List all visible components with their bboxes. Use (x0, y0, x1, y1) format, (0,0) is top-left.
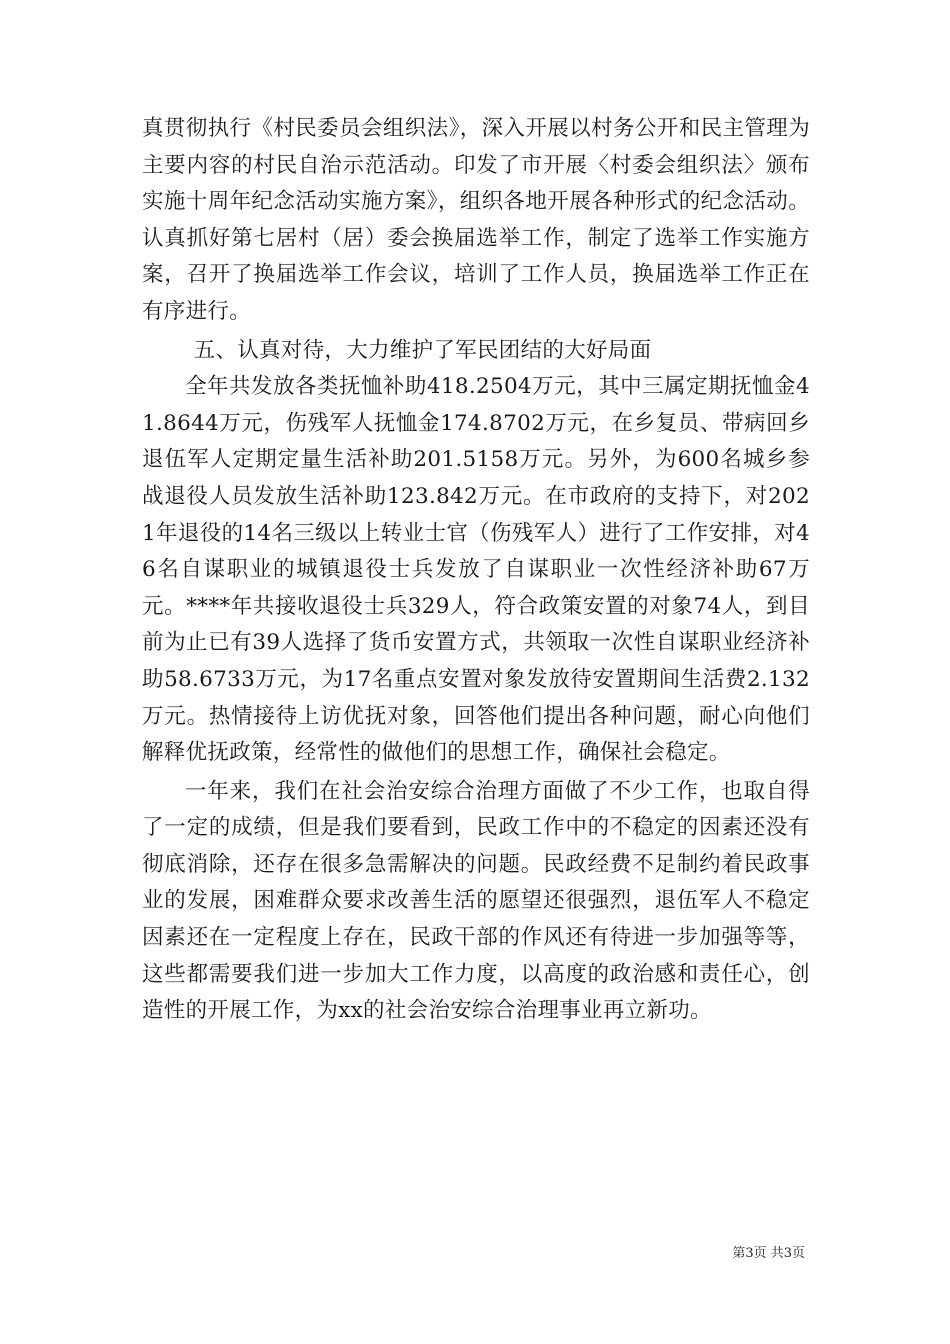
paragraph-conclusion: 一年来，我们在社会治安综合治理方面做了不少工作，也取自得了一定的成绩，但是我们要看到，民政工作中的不稳定的因素还没有彻底消除，还存在很多急需解决的问题。民政经费不足制约着民政事业的发展，困难群众要求改善生活的愿望还很强烈，退伍军人不稳定因素还在一定程度上存在，民政干部的作风还有待进一步加强等等，这些都需要我们进一步加大工作力度，以高度的政治感和责任心，创造性的开展工作，为xx的社会治安综合治理事业再立新功。 (142, 778, 810, 1024)
paragraph-military-support: 全年共发放各类抚恤补助418.2504万元，其中三属定期抚恤金41.8644万元，伤残军人抚恤金174.8702万元，在乡复员、带病回乡退伍军人定期定量生活补助201.5158万元。另外，为600名城乡参战退役人员发放生活补助123.842万元。在市政府的支持下，对2021年退役的14名三级以上转业士官（伤残军人）进行了工作安排，对46名自谋职业的城镇退役士兵发放了自谋职业一次性经济补助67万元。****年共接收退役士兵329人，符合政策安置的对象74人，到目前为止已有39人选择了货币安置方式，共领取一次性自谋职业经济补助58.6733万元，为17名重点安置对象发放待安置期间生活费2.132万元。热情接待上访优抚对象，回答他们提出各种问题，耐心向他们解释优抚政策，经常性的做他们的思想工作，确保社会稳定。 (142, 374, 810, 766)
paragraph-village-autonomy: 真贯彻执行《村民委员会组织法》，深入开展以村务公开和民主管理为主要内容的村民自治示范活动。印发了市开展〈村委会组织法〉颁布实施十周年纪念活动实施方案》，组织各地开展各种形式的纪念活动。认真抓好第七居村（居）委会换届选举工作，制定了选举工作实施方案，召开了换届选举工作会议，培训了工作人员，换届选举工作正在有序进行。 (142, 116, 810, 324)
page-number-footer: 第3页 共3页 (732, 1246, 805, 1261)
document-body (142, 111, 810, 1030)
section-heading-military-civilian-unity: 五、认真对待，大力维护了军民团结的大好局面 (193, 337, 652, 363)
